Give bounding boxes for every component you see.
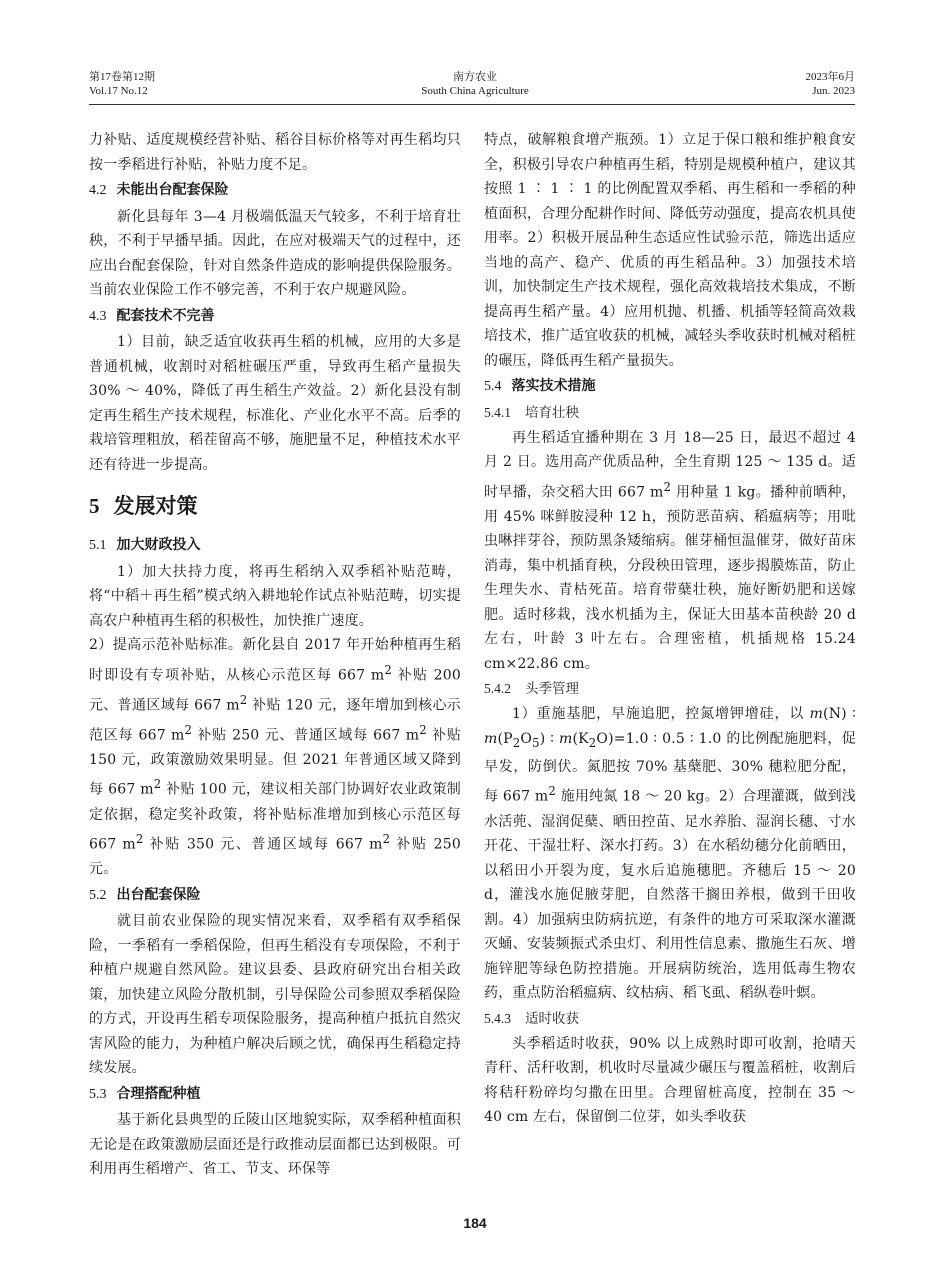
superscript: 2 xyxy=(419,722,427,737)
superscript: 2 xyxy=(384,662,392,677)
page-number: 184 xyxy=(463,1215,487,1231)
paragraph xyxy=(89,633,461,882)
header-journal xyxy=(375,70,575,98)
superscript: 2 xyxy=(548,784,556,799)
paragraph: 特点，破解粮食增产瓶颈。1）立足于保口粮和维护粮食安全，积极引导农户种植再生稻，特别是规模种植户，建议其按照 1 ∶ 1 ∶ 1 的比例配置双季稻、再生稻和一季稻的种植面积，合理分配耕作时间、降低劳动强度，提高农机具使用率。2）积极开展品种生态适应性试验示范，筛选出适应当地的高产、稳产、优质的再生稻品种。3）加强技术培训，加快制定生产技术规程，强化高效栽培技术集成，不断提高再生稻产量。4）应用机抛、机播、机插等轻简高效栽培技术，推广适宜收获的机械，减轻头季收获时机械对稻桩的碾压，降低再生稻产量损失。 xyxy=(484,132,856,369)
section-title: 出台配套保险 xyxy=(116,886,201,903)
section-heading-5-2 xyxy=(89,883,461,909)
header-volume-cn: 第17卷第12期 xyxy=(89,71,155,83)
section-heading-5-1 xyxy=(89,533,461,559)
subsection-heading-5-4-1 xyxy=(484,401,856,425)
math-var: m xyxy=(558,730,573,747)
header-divider xyxy=(89,104,855,105)
header-date-en: Jun. 2023 xyxy=(812,85,855,97)
paragraph xyxy=(484,426,856,677)
text-run: (K xyxy=(572,730,589,747)
header-date xyxy=(806,70,856,98)
right-column xyxy=(484,128,856,1130)
header-volume-en: Vol.17 No.12 xyxy=(89,85,148,97)
paragraph: 就目前农业保险的现实情况来看，双季稻有双季稻保险，一季稻有一季稻保险，但再生稻没有专项保险，不利于种植户规避自然风险。建议县委、县政府研究出台相关政策，加快建立风险分散机制，引导保险公司参照双季稻保险的方式，开设再生稻专项保险服务，提高种植户抵抗自然灾害风险的能力，为种植户解决后顾之忧，确保再生稻稳定持续发展。 xyxy=(89,913,461,1077)
section-number: 5.4 xyxy=(484,379,502,394)
subsection-title: 适时收获 xyxy=(525,1010,579,1027)
section-number: 4.2 xyxy=(89,183,107,198)
section-heading-4-2 xyxy=(89,178,461,204)
subsection-heading-5-4-2 xyxy=(484,677,856,701)
superscript: 2 xyxy=(153,777,162,792)
subsection-number: 5.4.2 xyxy=(484,681,511,697)
text-run: 2）提高示范补贴标准。新化县自 2017 年开始种植再生稻时即设有专项补贴，从核心示范区每 667 m xyxy=(89,637,461,684)
paragraph: 1）加大扶持力度，将再生稻纳入双季稻补贴范畴，将“中稻＋再生稻”模式纳入耕地轮作试点补贴范畴，切实提高农户种植再生稻的积极性，加快推广速度。 xyxy=(89,563,461,629)
text-run: 补贴 200 元、普通区域每 667 m xyxy=(89,667,461,714)
header-date-cn: 2023年6月 xyxy=(805,71,855,83)
math-var: m xyxy=(809,706,824,723)
section-heading-4-3 xyxy=(89,304,461,330)
section-title: 合理搭配种植 xyxy=(116,1085,201,1102)
text-run: 补贴 350 元、普通区域每 667 m xyxy=(143,836,383,853)
header-journal-cn: 南方农业 xyxy=(453,71,497,83)
text-run: 补贴 150 元，政策激励效果明显。但 2021 年普通区域又降到每 667 m xyxy=(89,727,461,799)
paragraph: 头季稻适时收获，90% 以上成熟时即可收割，抢晴天青秆、活秆收割，机收时尽量减少碾压与覆盖稻桩，收割后将秸秆粉碎均匀撒在田里。合理留桩高度，控制在 35 ～ 40 cm 左右，保留倒二位芽，如头季收获 xyxy=(484,1035,856,1126)
paragraph xyxy=(484,702,856,1005)
text-run: (P xyxy=(497,730,513,747)
subsection-number: 5.4.1 xyxy=(484,404,511,420)
section-number: 4.3 xyxy=(89,308,107,324)
section-title: 加大财政投入 xyxy=(116,537,201,553)
section-number: 5.2 xyxy=(89,887,107,903)
text-run: 1）重施基肥，早施追肥，控氮增钾增硅，以 xyxy=(512,706,810,723)
left-column xyxy=(89,128,461,1182)
chapter-title: 发展对策 xyxy=(113,494,198,518)
subsection-title: 头季管理 xyxy=(525,681,579,698)
subsection-number: 5.4.3 xyxy=(484,1010,511,1026)
section-title: 配套技术不完善 xyxy=(116,307,215,324)
chapter-number: 5 xyxy=(89,494,100,518)
math-var: m xyxy=(484,730,498,747)
header-journal-en: South China Agriculture xyxy=(421,85,529,97)
superscript: 2 xyxy=(239,692,248,707)
header-volume xyxy=(89,70,155,98)
section-title: 落实技术措施 xyxy=(511,378,596,394)
superscript: 2 xyxy=(382,832,391,847)
section-title: 未能出台配套保险 xyxy=(116,182,229,198)
section-heading-5-3 xyxy=(89,1082,461,1108)
subscript: 2 xyxy=(588,735,597,750)
text-run: 用种量 1 kg。播种前晒种，用 45% 咪鲜胺浸种 12 h，预防恶苗病、稻瘟病等；用吡虫啉拌芽谷，预防黑条矮缩病。催芽桶恒温催芽，做好苗床消毒，集中机插育秧，分段秧田管理，逐步揭膜炼苗，防止生理失水、青枯死苗。培育带蘖壮秧，施好断奶肥和送嫁肥。适时移栽，浅水机插为主，保证大田基本苗秧龄 20 d 左右，叶龄 3 叶左右。合理密植，机插规格 15.24 cm×22.86 cm。 xyxy=(484,484,856,672)
text-run: 补贴 250 元。 xyxy=(89,836,461,878)
section-number: 5.3 xyxy=(89,1086,107,1102)
subscript: 2 xyxy=(512,735,521,750)
superscript: 2 xyxy=(184,722,193,737)
text-run: 补贴 120 元，逐年增加到核心示范区每 667 m xyxy=(89,697,462,744)
section-heading-5-4 xyxy=(484,374,856,400)
text-run: 补贴 100 元，建议相关部门协调好农业政策制定依据，稳定奖补政策，将补贴标准增加到核心示范区每 667 m xyxy=(89,782,461,853)
text-run: 施用纯氮 18 ～ 20 kg。2）合理灌溉，做到浅水活蔸、湿润促蘖、晒田控苗、足水养胎、湿润长穗、寸水开花、干湿壮籽、深水打药。3）在水稻幼穗分化前晒田，以稻田小开裂为度，复水后追施穗肥。齐穗后 15 ～ 20 d，灌浅水施促腋芽肥，自然落干搁田养根，做到干田收割。4）加强病虫防病抗逆，有条件的地方可采取深水灌溉灭蛹、安装频振式杀虫灯、利用性信息素、撒施生石灰、增施锌肥等绿色防控措施。开展病防统治，选用低毒生物农药，重点防治稻瘟病、纹枯病、稻飞虱、稻纵卷叶螟。 xyxy=(484,789,856,1002)
paragraph: 力补贴、适度规模经营补贴、稻谷目标价格等对再生稻均只按一季稻进行补贴，补贴力度不足。 xyxy=(89,132,461,173)
subsection-title: 培育壮秧 xyxy=(525,404,579,421)
paragraph: 基于新化县典型的丘陵山区地貌实际，双季稻种植面积无论是在政策激励层面还是行政推动层面都已达到极限。可利用再生稻增产、省工、节支、环保等 xyxy=(89,1112,461,1178)
text-run: O)=1.0 ∶ 0.5 ∶ 1.0 的比例配施肥料，促早发，防倒伏。氮肥按 70% 基蘖肥、30% 穗粒肥分配，每 667 m xyxy=(484,730,856,806)
superscript: 2 xyxy=(663,479,672,494)
superscript: 2 xyxy=(135,832,144,847)
paragraph: 新化县每年 3—4 月极端低温天气较多，不利于培育壮秧，不利于早播早插。因此，在应对极端天气的过程中，还应出台配套保险，针对自然条件造成的影响提供保险服务。当前农业保险工作不够完善，不利于农户规避风险。 xyxy=(89,208,461,298)
subscript: 5 xyxy=(532,735,540,750)
text-run: ) ∶ xyxy=(539,730,559,747)
section-number: 5.1 xyxy=(89,538,107,553)
text-run: O xyxy=(520,730,533,747)
text-run: 再生稻适宜播种期在 3 月 18—25 日，最迟不超过 4 月 2 日。选用高产优质品种，全生育期 125 ～ 135 d。适时早播，杂交稻大田 667 m xyxy=(484,429,856,501)
chapter-heading-5 xyxy=(89,491,461,521)
text-run: 补贴 250 元、普通区域每 667 m xyxy=(192,727,420,744)
text-run: (N) ∶ xyxy=(823,706,856,723)
subsection-heading-5-4-3 xyxy=(484,1007,856,1031)
paragraph: 1）目前，缺乏适宜收获再生稻的机械，应用的大多是普通机械，收割时对稻桩碾压严重，导致再生稻产量损失 30% ～ 40%，降低了再生稻生产效益。2）新化县没有制定再生稻生产技术规程，标准化、产业化水平不高。后季的栽培管理粗放，稻茬留高不够，施肥量不足，种植技术水平还有待进一步提高。 xyxy=(89,334,461,473)
